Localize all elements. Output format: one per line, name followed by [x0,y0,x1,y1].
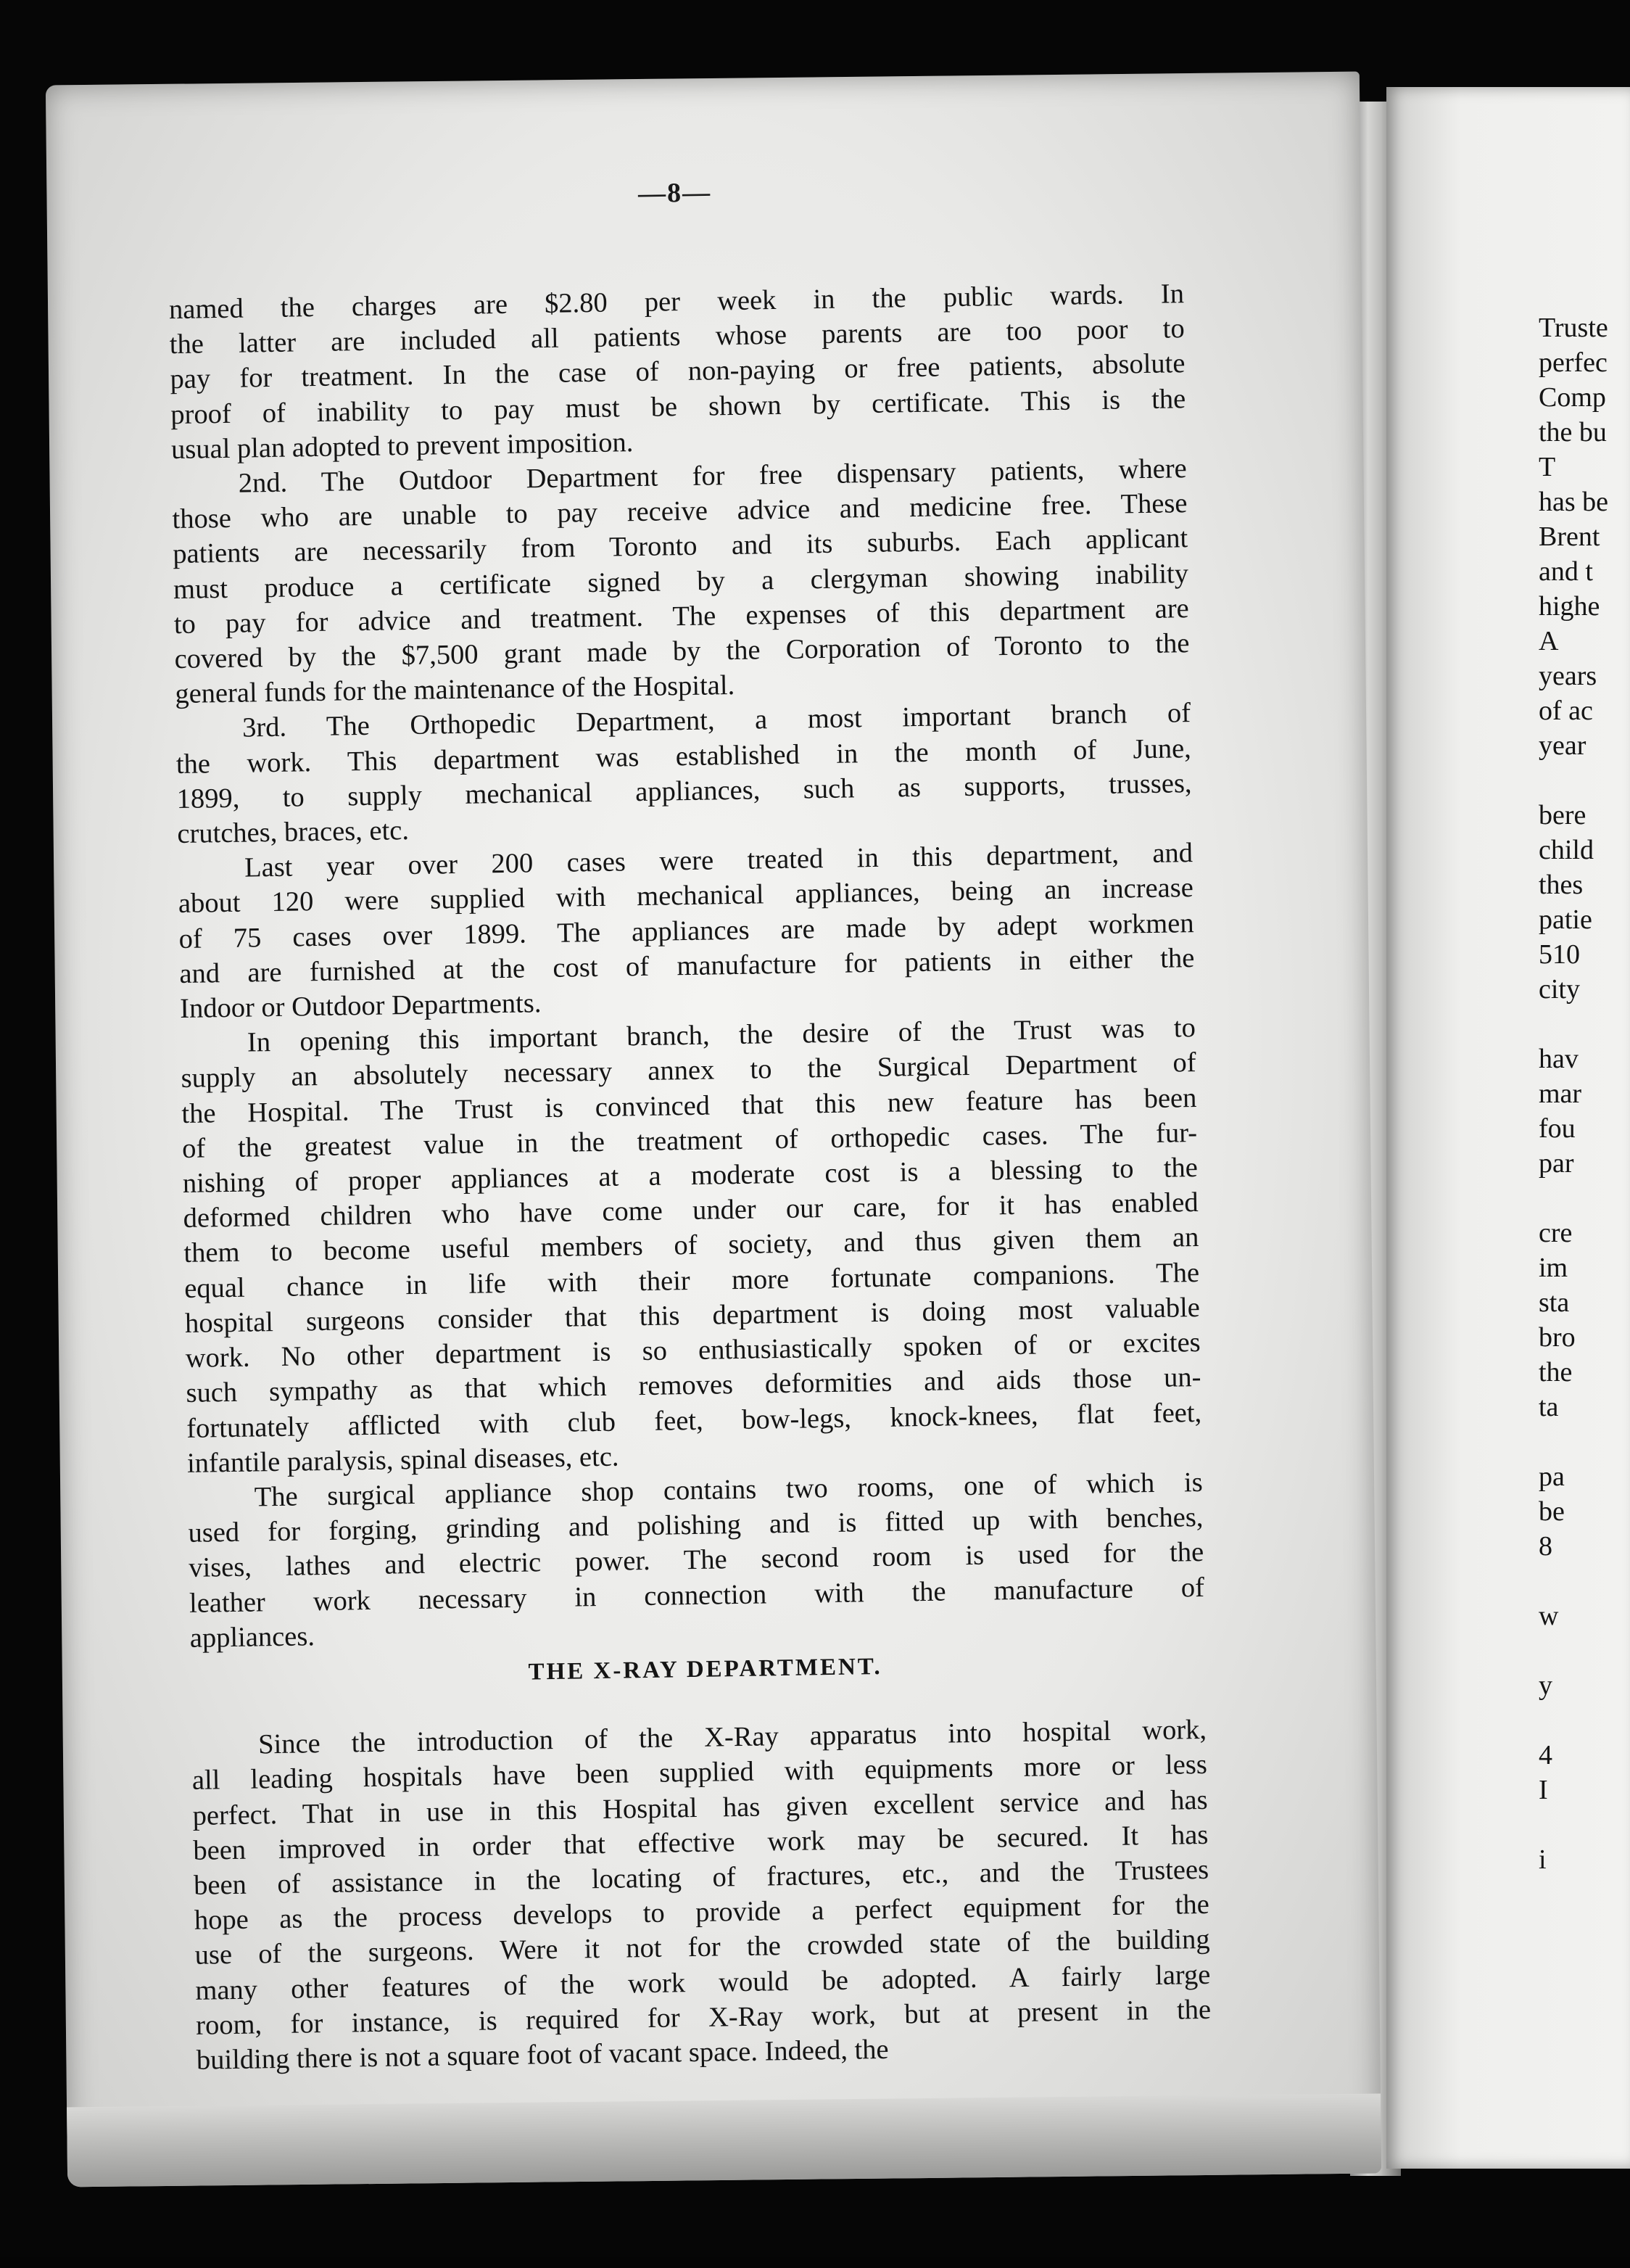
facing-page-line: sta [1539,1287,1570,1318]
facing-page-line: hav [1539,1044,1579,1074]
facing-page-line: bere [1539,800,1586,830]
text-line: deformed children who have come under our care, for it has enabled [183,1187,1199,1234]
text-line: of the greatest value in the treatment of orthopedic cases. The fur- [181,1117,1198,1164]
text-line: named the charges are $2.80 per week in the public wards. In [168,279,1185,326]
text-line: and are furnished at the cost of manufacture for patients in either the [179,942,1195,989]
facing-page-text [1539,310,1630,1877]
facing-page-line: I [1539,1775,1548,1805]
text-line: 2nd. The Outdoor Department for free dispensary patients, where [238,453,1188,499]
text-line: such sympathy as that which removes deformities and aids those un- [186,1362,1201,1409]
facing-page-line [1539,1181,1630,1216]
text-line: leather work necessary in connection with the manufacture of [189,1572,1205,1619]
text-line: 3rd. The Orthopedic Department, a most important branch of [241,698,1191,744]
text-line: supply an absolutely necessary annex to the Surgical Department of [181,1047,1196,1094]
text-line: infantile paralysis, spinal diseases, etc. [186,1441,619,1479]
text-line: usual plan adopted to prevent imposition. [170,426,634,465]
paragraph [169,276,1187,467]
text-line: 1899, to supply mechanical appliances, such as supports, trusses, [176,767,1192,815]
paragraph [171,451,1190,712]
text-line: pay for treatment. In the case of non-paying or free patients, absolute [170,348,1186,395]
facing-page-line: perfec [1539,347,1608,378]
text-line: Last year over 200 cases were treated in this department, and [244,838,1193,883]
facing-page-line: cre [1539,1218,1573,1248]
text-line: general funds for the maintenance of the Hospital. [175,670,735,710]
paragraph [181,1010,1203,1481]
text-line: them to become useful members of society, and thus given them an [183,1222,1199,1269]
main-text-block [169,276,1212,2078]
paragraph [187,1465,1205,1656]
facing-page-line [1539,1703,1630,1738]
facing-page-line: highe [1539,591,1600,622]
facing-page-line: 8 [1539,1531,1552,1562]
paragraph [191,1712,1212,2078]
facing-page-line: and t [1539,556,1593,587]
facing-page-line: bro [1539,1322,1576,1353]
facing-page-line: Brent [1539,521,1600,552]
text-line: covered by the $7,500 grant made by the Corporation of Toronto to the [174,628,1190,675]
text-line: patients are necessarily from Toronto and its suburbs. Each applicant [173,523,1188,570]
facing-page-line [1539,763,1630,798]
paragraph [178,836,1196,1026]
facing-page-line: A [1539,626,1559,656]
facing-page-line: has be [1539,487,1609,517]
facing-page-line: ta [1539,1392,1559,1422]
facing-page-line: city [1539,974,1580,1005]
facing-page-line: child [1539,835,1594,865]
text-line: hospital surgeons consider that this department is doing most valuable [184,1292,1201,1339]
section-heading: THE X-RAY DEPARTMENT. [528,1653,882,1686]
text-line: proof of inability to pay must be shown by certificate. This is the [170,383,1186,430]
facing-page-line: patie [1539,904,1592,935]
facing-page-line: w [1539,1601,1559,1631]
facing-page-line: be [1539,1496,1565,1527]
facing-page-line [1539,1633,1630,1668]
facing-page-line: year [1539,730,1586,761]
text-line: the latter are included all patients whose parents are too poor to [169,313,1185,360]
text-line: of 75 cases over 1899. The appliances are made by adept workmen [178,907,1194,954]
facing-page-line: par [1539,1148,1574,1179]
facing-page-line: years [1539,661,1597,691]
text-line: hope as the process develops to provide a perfect equipment for the [194,1889,1210,1936]
text-line: Since the introduction of the X-Ray apparatus into hospital work, [257,1715,1207,1760]
facing-page-line: Comp [1539,382,1606,413]
facing-page-line: Truste [1539,313,1608,343]
text-line: appliances. [189,1620,315,1654]
facing-page-line: the [1539,1357,1573,1387]
facing-page-line: im [1539,1253,1568,1283]
text-line: crutches, braces, etc. [177,815,410,850]
paragraph [175,696,1193,852]
text-line: use of the surgeons. Were it not for the crowded state of the building [194,1924,1210,1971]
facing-page-line: pa [1539,1461,1565,1492]
text-line: to pay for advice and treatment. The expenses of this department are [173,593,1190,640]
text-line: room, for instance, is required for X-Ray work, but at present in the [195,1994,1212,2041]
text-line: The surgical appliance shop contains two rooms, one of which is [254,1467,1203,1513]
text-line: been of assistance in the locating of fractures, etc., and the Trustees [193,1854,1209,1901]
text-line: perfect. That in use in this Hospital has given excellent service and has [192,1784,1208,1831]
text-line: fortunately afflicted with club feet, bow-legs, knock-knees, flat feet, [186,1397,1202,1444]
text-line: must produce a certificate signed by a clergyman showing inability [173,558,1189,605]
text-line: nishing of proper appliances at a moderate cost is a blessing to the [182,1152,1199,1200]
facing-page-line [1539,1424,1630,1459]
facing-page-line: mar [1539,1079,1582,1109]
text-line: vises, lathes and electric power. The second room is used for the [188,1537,1204,1584]
facing-page-line [1539,1007,1630,1042]
facing-page-line: thes [1539,870,1584,900]
text-line: Indoor or Outdoor Departments. [179,988,542,1025]
text-line: many other features of the work would be adopted. A fairly large [195,1959,1211,2006]
facing-page-line: y [1539,1670,1552,1701]
text-line: used for forging, grinding and polishing and is fitted up with benches, [188,1502,1204,1549]
facing-page-line: fou [1539,1113,1576,1144]
facing-page-line: 4 [1539,1740,1552,1770]
text-line: work. No other department is so enthusiastically spoken of or excites [185,1327,1201,1374]
text-line: been improved in order that effective work may be secured. It has [193,1819,1209,1866]
facing-page-line: 510 [1539,939,1580,970]
facing-page-line: T [1539,452,1556,482]
text-line: building there is not a square foot of vacant space. Indeed, the [196,2034,889,2076]
facing-page-line [1539,1564,1630,1599]
text-line: In opening this important branch, the desire of the Trust was to [247,1013,1196,1058]
text-line: equal chance in life with their more fortunate companions. The [183,1257,1200,1304]
text-line: about 120 were supplied with mechanical appliances, being an increase [178,873,1194,920]
text-line: those who are unable to pay receive advice and medicine free. These [172,488,1188,535]
text-line: the Hospital. The Trust is convinced that this new feature has been [181,1082,1197,1129]
facing-page-line: the bu [1539,417,1607,448]
text-line: all leading hospitals have been supplied with equipments more or less [191,1749,1208,1797]
page-number: —8— [637,177,712,209]
facing-page-line: of ac [1539,696,1593,726]
facing-page-line [1539,1807,1630,1842]
facing-page-line: i [1539,1844,1547,1875]
text-line: the work. This department was established in the month of June, [175,733,1192,780]
